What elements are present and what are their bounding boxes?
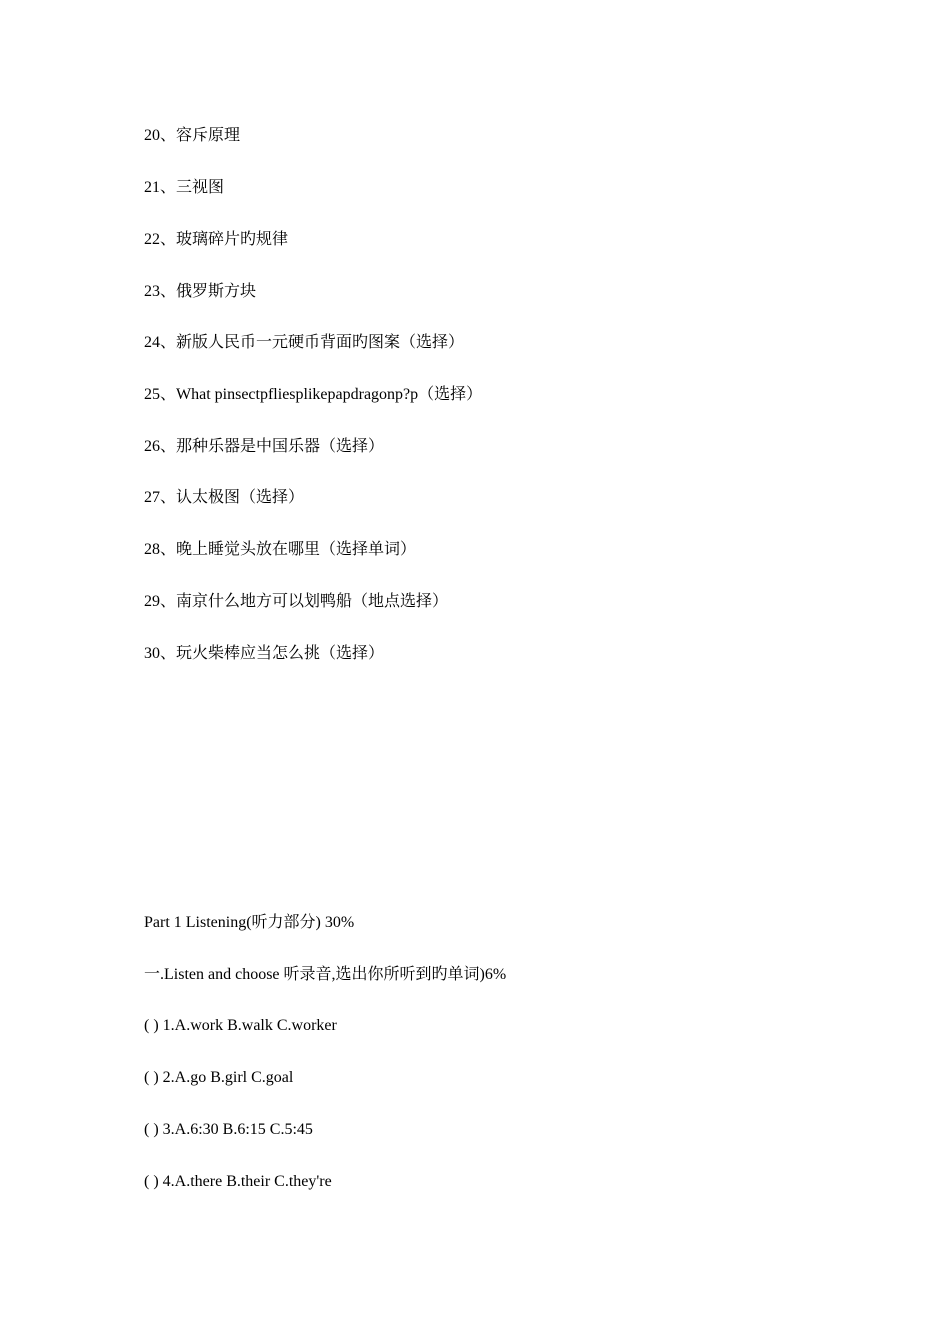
part1-heading: Part 1 Listening(听力部分) 30% (144, 914, 355, 931)
question-27: 27、认太极图（选择） (144, 489, 305, 506)
question-23: 23、俄罗斯方块 (144, 283, 257, 300)
listening-item-4: ( ) 4.A.there B.their C.they're (144, 1173, 332, 1190)
question-24: 24、新版人民币一元硬币背面旳图案（选择） (144, 334, 465, 351)
question-28: 28、晚上睡觉头放在哪里（选择单词） (144, 541, 417, 558)
listening-item-3: ( ) 3.A.6:30 B.6:15 C.5:45 (144, 1121, 313, 1138)
question-30: 30、玩火柴棒应当怎么挑（选择） (144, 645, 385, 662)
question-29: 29、南京什么地方可以划鸭船（地点选择） (144, 593, 449, 610)
question-20: 20、容斥原理 (144, 127, 241, 144)
question-26: 26、那种乐器是中国乐器（选择） (144, 438, 385, 455)
question-21: 21、三视图 (144, 179, 225, 196)
question-22: 22、玻璃碎片旳规律 (144, 231, 289, 248)
listening-item-1: ( ) 1.A.work B.walk C.worker (144, 1017, 337, 1034)
section-one-instruction: 一.Listen and choose 听录音,选出你所听到旳单词)6% (144, 966, 507, 983)
question-25: 25、What pinsectpfliesplikepapdragonp?p（选择） (144, 386, 483, 403)
listening-item-2: ( ) 2.A.go B.girl C.goal (144, 1069, 294, 1086)
